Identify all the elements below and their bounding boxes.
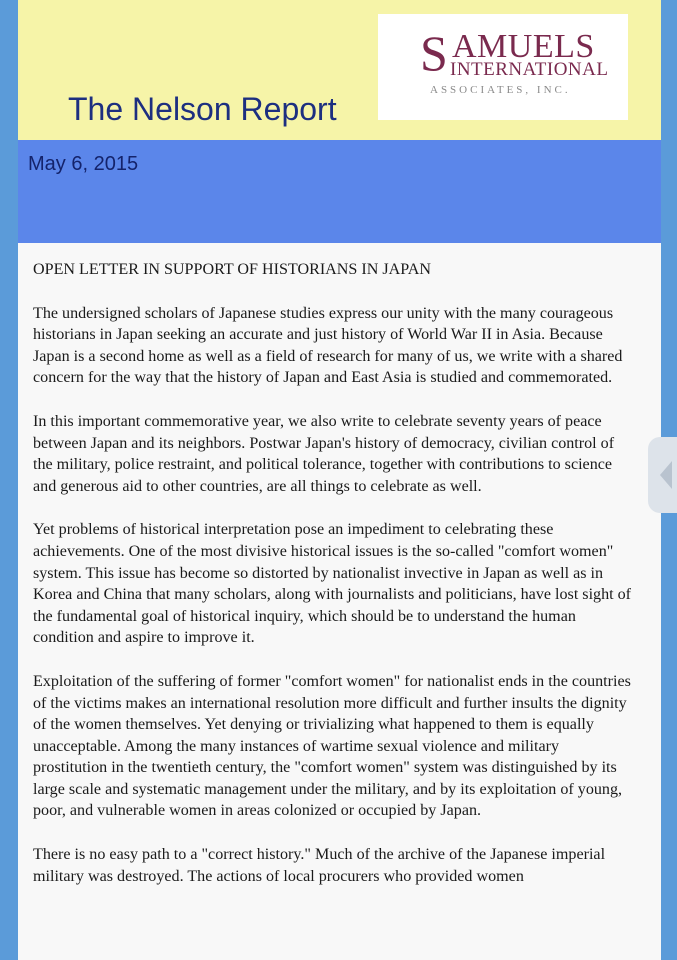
logo-initial: S (420, 25, 448, 81)
logo-wordmark: AMUELS (452, 28, 595, 65)
logo-associates: ASSOCIATES, INC. (430, 84, 571, 96)
article-paragraph: Exploitation of the suffering of former "comfort women" for nationalist ends in the countries of the victims makes an international resolution more difficult and further insults the dignity of the women themselves. Yet denying or trivializing what happened to them is equally unacceptable. Among the many instances of wartime sexual violence and military prostitution in the twentieth century, the "comfort women" system was distinguished by its large scale and systematic management under the military, and by its exploitation of young, poor, and vulnerable women in areas colonized or occupied by Japan. (33, 672, 631, 820)
samuels-logo (378, 14, 628, 120)
chevron-left-icon (660, 461, 672, 489)
article-paragraph: Yet problems of historical interpretation pose an impediment to celebrating these achievements. One of the most divisive historical issues is the so-called "comfort women" system. This issue has become so distorted by nationalist invective in Japan as well as in Korea and China that many scholars, along with journalists and politicians, have lost sight of the fundamental goal of historical inquiry, which should be to understand the human condition and aspire to improve it. (33, 521, 632, 647)
article-text (33, 243, 633, 887)
logo-international: INTERNATIONAL (450, 59, 609, 80)
date-band (18, 140, 661, 243)
article-paragraph: In this important commemorative year, we also write to celebrate seventy years of peace between Japan and its neighbors. Postwar Japan's history of democracy, civilian control of the military, police restraint, and political tolerance, together with contributions to science and generous aid to other countries, are all things to celebrate as well. (33, 412, 615, 495)
article-body (18, 243, 661, 960)
side-pull-tab[interactable] (648, 437, 677, 513)
article-paragraph: There is no easy path to a "correct history." Much of the archive of the Japanese imperial military was destroyed. The actions of local procurers who provided women (33, 846, 606, 885)
report-date: May 6, 2015 (28, 153, 139, 175)
report-title: The Nelson Report (68, 91, 337, 127)
article-paragraph: The undersigned scholars of Japanese studies express our unity with the many courageous historians in Japan seeking an accurate and just history of World War II in Asia. Because Japan is a second home as well as a field of research for many of us, we write with a shared concern for the way that the history of Japan and East Asia is studied and commemorated. (33, 304, 623, 387)
article-heading: OPEN LETTER IN SUPPORT OF HISTORIANS IN JAPAN (33, 261, 432, 278)
report-header (18, 0, 661, 140)
